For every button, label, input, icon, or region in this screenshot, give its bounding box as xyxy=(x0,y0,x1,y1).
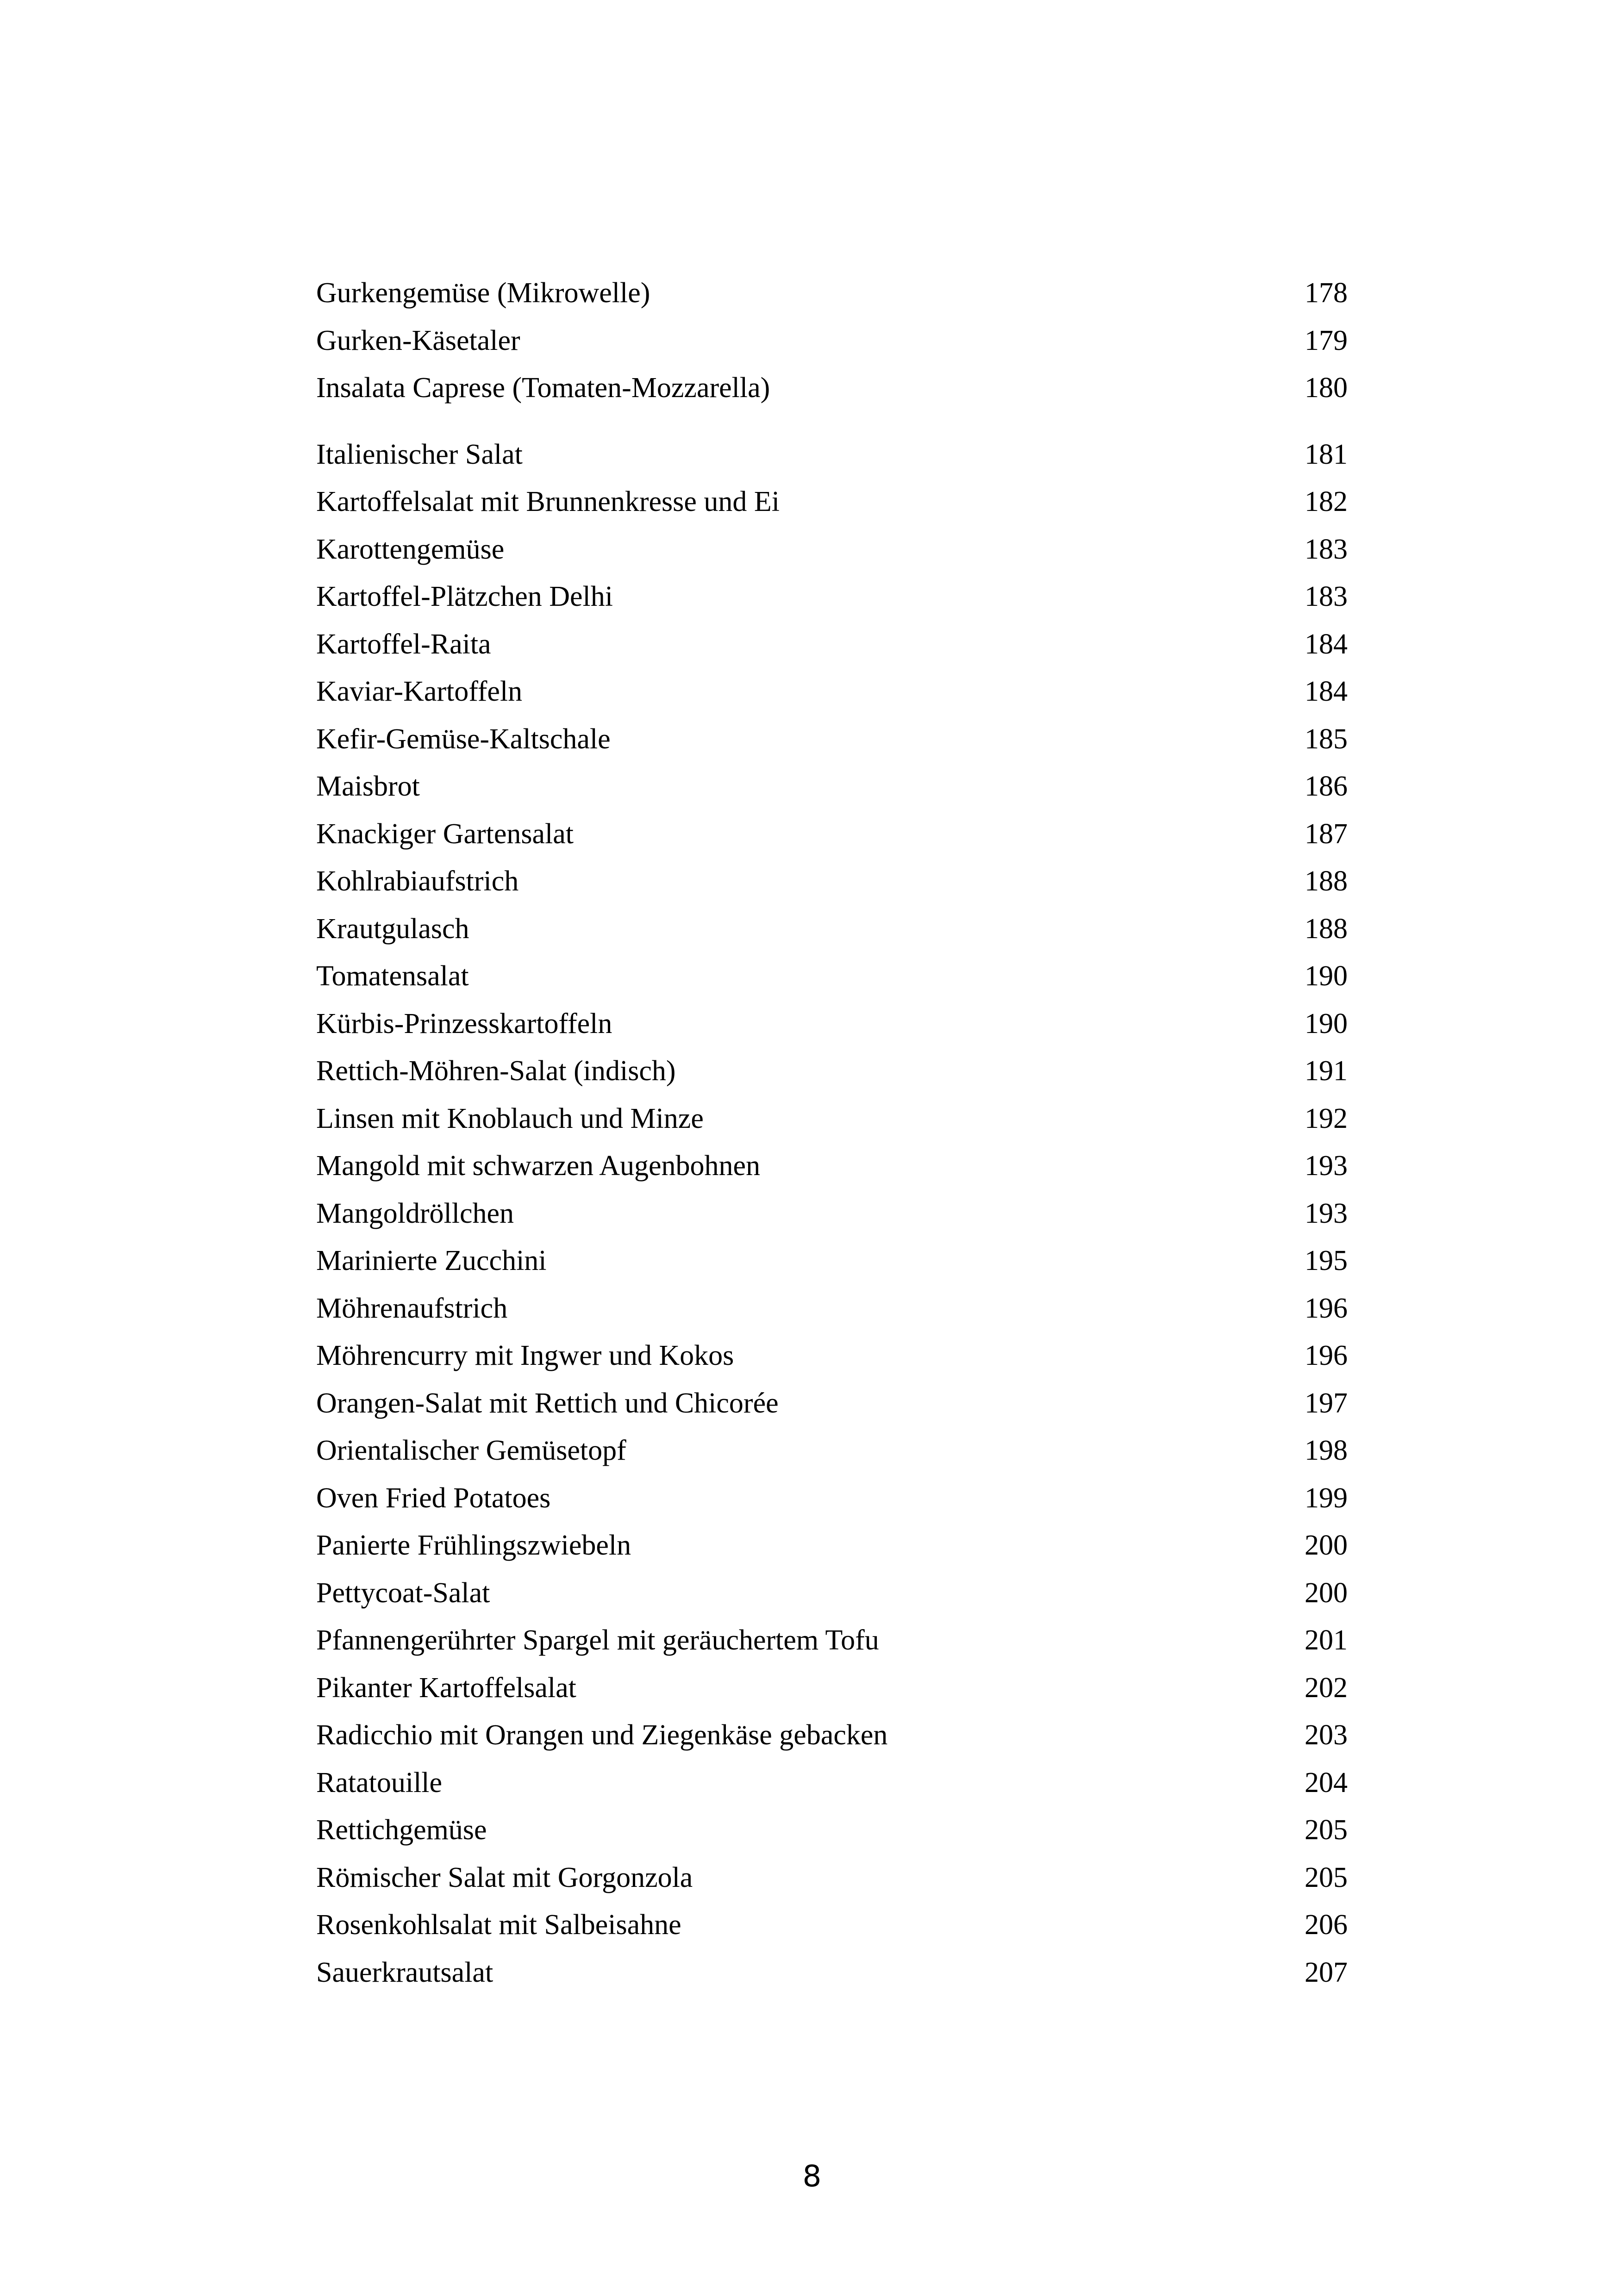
toc-entry-page: 193 xyxy=(1305,1150,1348,1182)
toc-entry-page: 183 xyxy=(1305,581,1348,612)
toc-entry xyxy=(316,1095,1348,1143)
toc-entry-page: 182 xyxy=(1305,486,1348,517)
toc-entry xyxy=(316,1711,1348,1759)
toc-entry-page: 185 xyxy=(1305,723,1348,755)
toc-entry-page: 186 xyxy=(1305,771,1348,802)
toc-entry xyxy=(316,1806,1348,1854)
toc-entry-title: Rettichgemüse xyxy=(316,1814,487,1846)
toc-entry-page: 191 xyxy=(1305,1055,1348,1087)
toc-entry-page: 179 xyxy=(1305,324,1348,356)
toc-entry-page: 188 xyxy=(1305,865,1348,897)
toc-entry xyxy=(316,763,1348,810)
toc-entry-page: 190 xyxy=(1305,1008,1348,1039)
toc-entry-title: Rettich-Möhren-Salat (indisch) xyxy=(316,1055,676,1087)
toc-entry-title: Knackiger Gartensalat xyxy=(316,818,574,850)
toc-entry xyxy=(316,1047,1348,1095)
toc-entry xyxy=(316,1569,1348,1617)
toc-entry xyxy=(316,1190,1348,1238)
toc-entry-title: Krautgulasch xyxy=(316,913,469,945)
toc-entry-title: Marinierte Zucchini xyxy=(316,1245,547,1276)
toc-entry-page: 201 xyxy=(1305,1624,1348,1656)
toc-entry-title: Möhrencurry mit Ingwer und Kokos xyxy=(316,1340,734,1371)
toc-entry-title: Kefir-Gemüse-Kaltschale xyxy=(316,723,611,755)
toc-entry-page: 200 xyxy=(1305,1577,1348,1609)
toc-entry-title: Pettycoat-Salat xyxy=(316,1577,490,1609)
toc-entry xyxy=(316,858,1348,905)
toc-entry-title: Kürbis-Prinzesskartoffeln xyxy=(316,1008,612,1039)
toc-entry-page: 188 xyxy=(1305,913,1348,945)
toc-entry-title: Sauerkrautsalat xyxy=(316,1956,493,1988)
toc-entry xyxy=(316,269,1348,317)
toc-entry xyxy=(316,1759,1348,1807)
toc-entry xyxy=(316,668,1348,716)
toc-entry xyxy=(316,573,1348,621)
toc-entry-title: Kartoffelsalat mit Brunnenkresse und Ei xyxy=(316,486,780,517)
toc-entry-title: Gurkengemüse (Mikrowelle) xyxy=(316,277,650,309)
toc-entry-title: Möhrenaufstrich xyxy=(316,1292,508,1324)
toc-entry-title: Karottengemüse xyxy=(316,533,505,565)
toc-entry-title: Orientalischer Gemüsetopf xyxy=(316,1435,626,1466)
toc-entry-title: Pfannengerührter Spargel mit geräuchertem Tofu xyxy=(316,1624,879,1656)
toc-entry-title: Insalata Caprese (Tomaten-Mozzarella) xyxy=(316,372,770,404)
toc-entry-page: 178 xyxy=(1305,277,1348,309)
toc-entry-title: Kohlrabiaufstrich xyxy=(316,865,519,897)
toc-entry xyxy=(316,1142,1348,1190)
toc-entry-page: 206 xyxy=(1305,1909,1348,1941)
toc-entry-page: 183 xyxy=(1305,533,1348,565)
toc-entry-title: Römischer Salat mit Gorgonzola xyxy=(316,1861,693,1893)
table-of-contents xyxy=(316,269,1348,1996)
toc-entry xyxy=(316,364,1348,412)
toc-entry-title: Gurken-Käsetaler xyxy=(316,324,520,356)
toc-entry xyxy=(316,1664,1348,1712)
toc-entry xyxy=(316,952,1348,1000)
toc-entry xyxy=(316,716,1348,763)
toc-entry-page: 190 xyxy=(1305,960,1348,992)
toc-entry-title: Kartoffel-Raita xyxy=(316,628,491,660)
toc-entry xyxy=(316,1522,1348,1569)
toc-entry-page: 180 xyxy=(1305,372,1348,404)
toc-entry xyxy=(316,1380,1348,1427)
toc-entry-page: 193 xyxy=(1305,1197,1348,1229)
page-number: 8 xyxy=(802,2159,822,2194)
toc-entry xyxy=(316,1854,1348,1902)
toc-entry xyxy=(316,905,1348,953)
toc-entry-title: Linsen mit Knoblauch und Minze xyxy=(316,1102,704,1134)
toc-entry xyxy=(316,1949,1348,1997)
toc-entry-title: Radicchio mit Orangen und Ziegenkäse gebacken xyxy=(316,1719,888,1751)
toc-entry-title: Kartoffel-Plätzchen Delhi xyxy=(316,581,613,612)
toc-entry-page: 207 xyxy=(1305,1956,1348,1988)
toc-entry-page: 202 xyxy=(1305,1672,1348,1704)
toc-entry-page: 192 xyxy=(1305,1102,1348,1134)
toc-entry-page: 204 xyxy=(1305,1767,1348,1798)
toc-entry xyxy=(316,810,1348,858)
toc-entry xyxy=(316,431,1348,479)
toc-entry xyxy=(316,1617,1348,1664)
toc-entry-title: Italienischer Salat xyxy=(316,438,523,470)
toc-entry-title: Tomatensalat xyxy=(316,960,469,992)
toc-entry-page: 205 xyxy=(1305,1814,1348,1846)
toc-entry xyxy=(316,1427,1348,1475)
toc-entry-title: Kaviar-Kartoffeln xyxy=(316,676,523,707)
toc-entry-page: 195 xyxy=(1305,1245,1348,1276)
toc-entry-page: 196 xyxy=(1305,1340,1348,1371)
toc-entry-page: 197 xyxy=(1305,1387,1348,1419)
toc-entry xyxy=(316,1332,1348,1380)
toc-entry-title: Oven Fried Potatoes xyxy=(316,1482,551,1514)
toc-entry-page: 205 xyxy=(1305,1861,1348,1893)
toc-entry-page: 203 xyxy=(1305,1719,1348,1751)
toc-entry-title: Rosenkohlsalat mit Salbeisahne xyxy=(316,1909,681,1941)
toc-entry-title: Panierte Frühlingszwiebeln xyxy=(316,1530,631,1561)
toc-entry-page: 187 xyxy=(1305,818,1348,850)
toc-entry-title: Mangoldröllchen xyxy=(316,1197,514,1229)
toc-entry-page: 199 xyxy=(1305,1482,1348,1514)
toc-entry-page: 184 xyxy=(1305,628,1348,660)
toc-entry xyxy=(316,1285,1348,1332)
toc-entry xyxy=(316,621,1348,668)
toc-entry-page: 200 xyxy=(1305,1530,1348,1561)
toc-entry-page: 198 xyxy=(1305,1435,1348,1466)
toc-entry xyxy=(316,478,1348,526)
toc-entry xyxy=(316,317,1348,365)
toc-entry xyxy=(316,1475,1348,1522)
toc-entry-page: 181 xyxy=(1305,438,1348,470)
toc-entry-page: 196 xyxy=(1305,1292,1348,1324)
toc-entry-page: 184 xyxy=(1305,676,1348,707)
toc-entry-title: Mangold mit schwarzen Augenbohnen xyxy=(316,1150,761,1182)
toc-entry xyxy=(316,1000,1348,1048)
toc-entry-title: Ratatouille xyxy=(316,1767,443,1798)
toc-entry xyxy=(316,1237,1348,1285)
toc-entry xyxy=(316,1901,1348,1949)
toc-entry-title: Maisbrot xyxy=(316,771,420,802)
toc-entry-title: Pikanter Kartoffelsalat xyxy=(316,1672,576,1704)
toc-entry xyxy=(316,526,1348,573)
toc-entry-title: Orangen-Salat mit Rettich und Chicorée xyxy=(316,1387,779,1419)
